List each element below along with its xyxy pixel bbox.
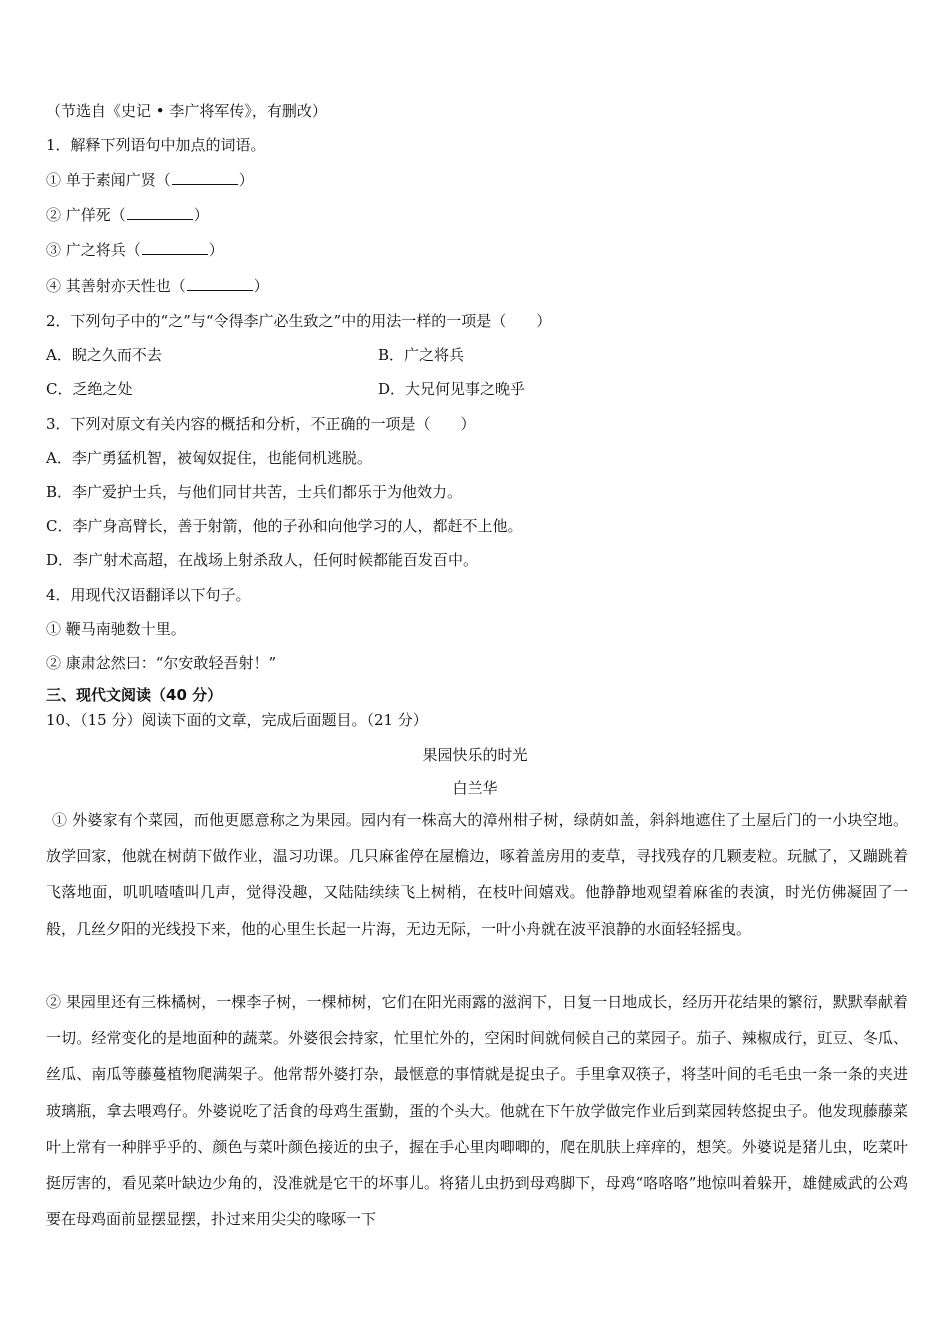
- q3-option-c: C．李广身高臂长，善于射箭，他的子孙和向他学习的人，都赶不上他。: [46, 517, 523, 535]
- q2-option-a: A．睨之久而不去: [46, 346, 162, 364]
- article-paragraph-1: ① 外婆家有个菜园，而他更愿意称之为果园。园内有一株高大的漳州柑子树，绿荫如盖，斜斜地遮住了土屋后门的一小块空地。放学回家，他就在树荫下做作业，温习功课。几只麻雀停在屋檐边，啄着盖房用的麦草，寻找残存的几颗麦粒。玩腻了，又蹦跳着飞落地面，叽叽喳喳叫几声，觉得没趣，又陆陆续续飞上树梢，在枝叶间嬉戏。他静静地观望着麻雀的表演，时光仿佛凝固了一般，几丝夕阳的光线投下来，他的心里生长起一片海，无边无际，一叶小舟就在波平浪静的水面轻轻摇曳。: [46, 811, 908, 938]
- article-paragraph-2: ② 果园里还有三株橘树，一棵李子树，一棵柿树，它们在阳光雨露的滋润下，日复一日地成长，经历开花结果的繁衍，默默奉献着一切。经常变化的是地面种的蔬菜。外婆很会持家，忙里忙外的，空闲时间就伺候自己的菜园子。茄子、辣椒成行，豇豆、冬瓜、丝瓜、南瓜等藤蔓植物爬满架子。他常帮外婆打杂，最惬意的事情就是捉虫子。手里拿双筷子，将茎叶间的毛毛虫一条一条的夹进玻璃瓶，拿去喂鸡仔。外婆说吃了活食的母鸡生蛋勤，蛋的个头大。他就在下午放学做完作业后到菜园转悠捉虫子。他发现藤藤菜叶上常有一种胖乎乎的、颜色与菜叶颜色接近的虫子，握在手心里肉唧唧的，爬在肌肤上痒痒的，想笑。外婆说是猪儿虫，吃菜叶挺厉害的，看见菜叶缺边少角的，没准就是它干的坏事儿。将猪儿虫扔到母鸡脚下，母鸡“咯咯咯”地惊叫着躲开，雄健威武的公鸡要在母鸡面前显摆显摆，扑过来用尖尖的喙啄一下: [46, 993, 908, 1229]
- q2-option-c: C．乏绝之处: [46, 380, 133, 398]
- section-heading: 三、现代文阅读（40 分）: [46, 686, 223, 704]
- q3-option-d: D．李广射术高超，在战场上射杀敌人，任何时候都能百发百中。: [46, 551, 479, 569]
- q4-item-1: ① 鞭马南驰数十里。: [46, 620, 186, 638]
- article-author: 白兰华: [452, 779, 498, 797]
- answer-blank[interactable]: [187, 276, 253, 291]
- q1-item-2: ② 广佯死（ ）: [46, 206, 209, 224]
- q3-option-a: A．李广勇猛机智，被匈奴捉住，也能伺机逃脱。: [46, 449, 372, 467]
- q1-prompt: 1．解释下列语句中加点的词语。: [46, 136, 266, 154]
- answer-blank[interactable]: [127, 205, 193, 220]
- q2-prompt: 2．下列句子中的“之”与“令得李广必生致之”中的用法一样的一项是（ ）: [46, 312, 552, 330]
- q2-option-d: D．大兄何见事之晚乎: [378, 380, 526, 398]
- source-note: （节选自《史记 • 李广将军传》，有删改）: [46, 102, 327, 120]
- q4-item-2: ② 康肃忿然曰：“尔安敢轻吾射！”: [46, 654, 277, 672]
- q10-prompt: 10、（15 分）阅读下面的文章，完成后面题目。（21 分）: [46, 711, 428, 729]
- answer-blank[interactable]: [142, 240, 208, 255]
- article-title: 果园快乐的时光: [422, 746, 528, 764]
- q1-item-4: ④ 其善射亦天性也（ ）: [46, 277, 269, 295]
- q1-item-1: ① 单于素闻广贤（ ）: [46, 171, 254, 189]
- q1-item-3: ③ 广之将兵（ ）: [46, 241, 224, 259]
- q4-prompt: 4．用现代汉语翻译以下句子。: [46, 586, 251, 604]
- q3-option-b: B．李广爱护士兵，与他们同甘共苦，士兵们都乐于为他效力。: [46, 483, 463, 501]
- answer-blank[interactable]: [172, 170, 238, 185]
- q3-prompt: 3．下列对原文有关内容的概括和分析，不正确的一项是（ ）: [46, 415, 476, 433]
- q2-option-b: B．广之将兵: [378, 346, 465, 364]
